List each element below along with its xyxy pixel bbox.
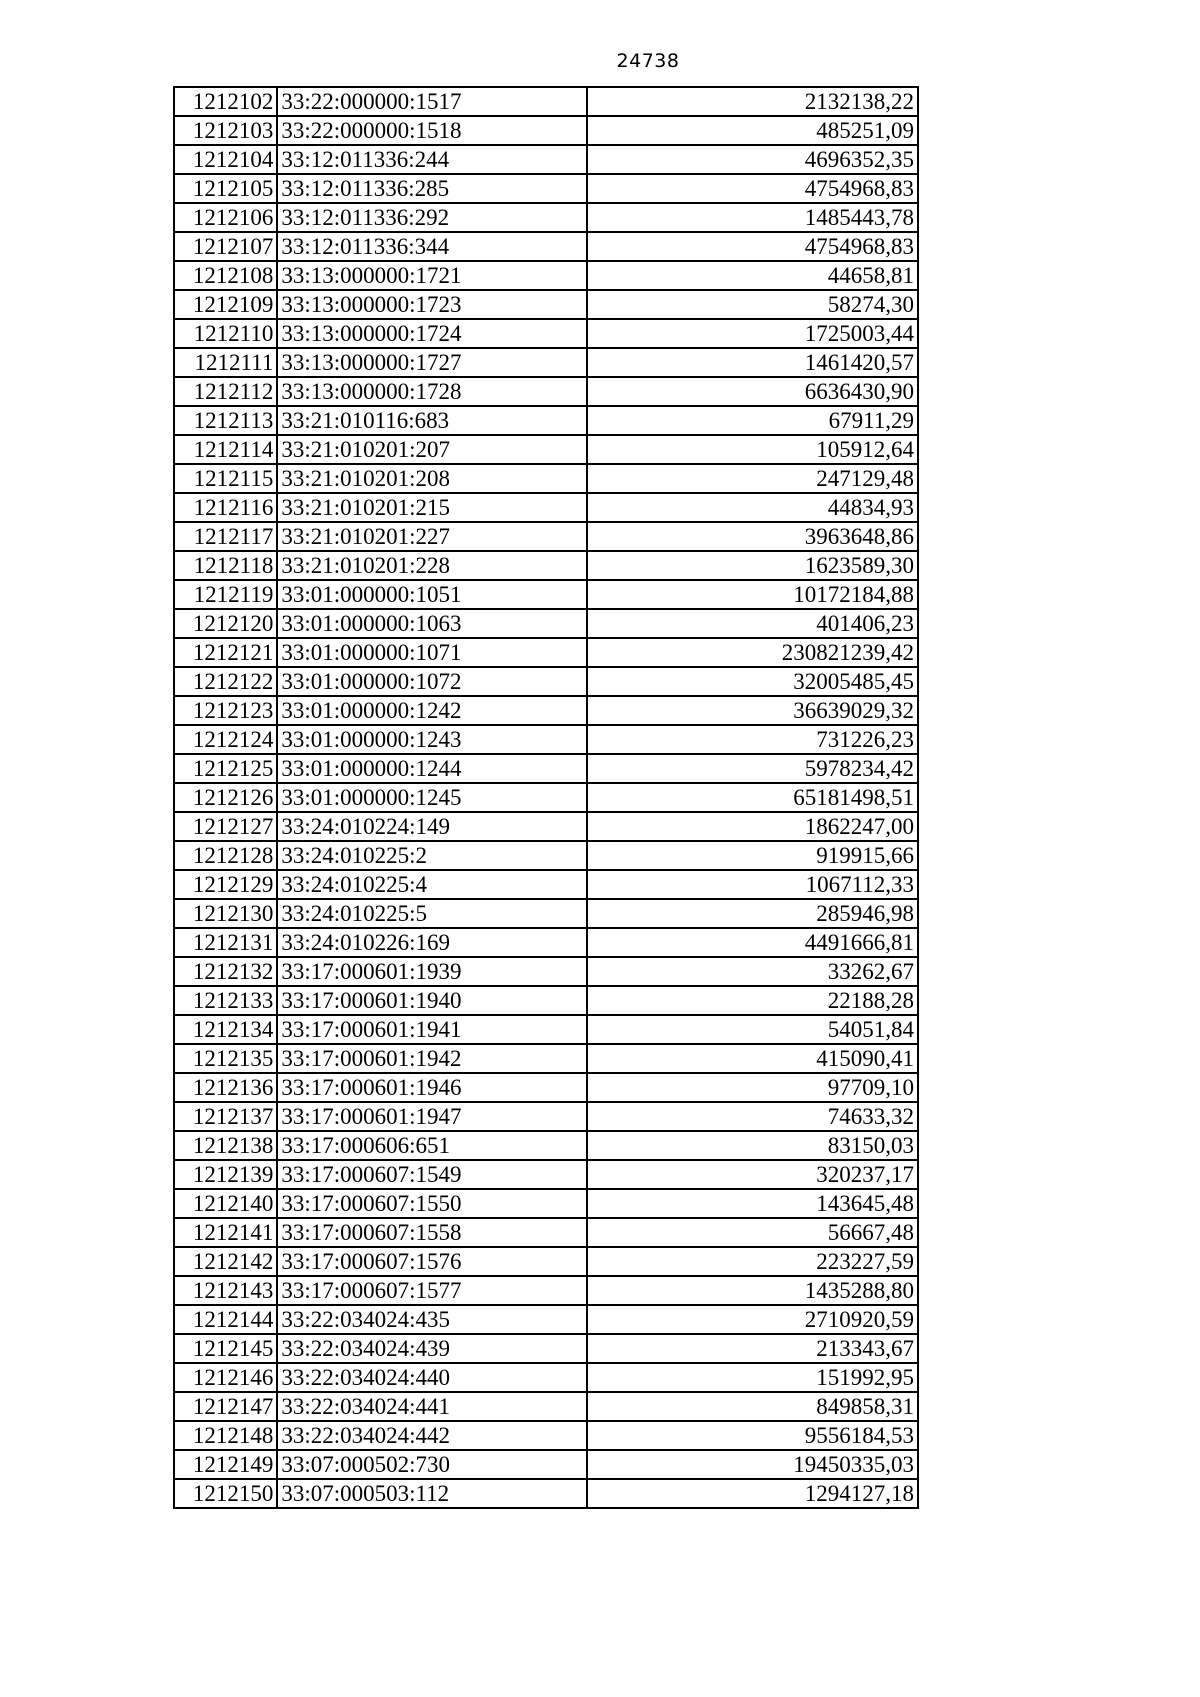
table-row (174, 609, 918, 638)
table-row (174, 1247, 918, 1276)
cadastral-value-cell: 54051,84 (587, 1015, 918, 1044)
cadastral-value-cell: 44658,81 (587, 261, 918, 290)
cadastral-number-cell: 33:12:011336:285 (277, 174, 587, 203)
cadastral-number-cell: 33:01:000000:1063 (277, 609, 587, 638)
cadastral-number-cell: 33:17:000607:1576 (277, 1247, 587, 1276)
table-row (174, 493, 918, 522)
cadastral-number-cell: 33:01:000000:1243 (277, 725, 587, 754)
cadastral-number-cell: 33:17:000607:1550 (277, 1189, 587, 1218)
cadastral-number-cell: 33:17:000606:651 (277, 1131, 587, 1160)
row-id-cell: 1212119 (174, 580, 277, 609)
cadastral-number-cell: 33:13:000000:1728 (277, 377, 587, 406)
cadastral-number-cell: 33:17:000601:1942 (277, 1044, 587, 1073)
table-row (174, 928, 918, 957)
cadastral-number-cell: 33:12:011336:244 (277, 145, 587, 174)
table-row (174, 1073, 918, 1102)
table-row (174, 899, 918, 928)
cadastral-value-cell: 5978234,42 (587, 754, 918, 783)
cadastral-number-cell: 33:21:010201:228 (277, 551, 587, 580)
cadastral-number-cell: 33:22:000000:1518 (277, 116, 587, 145)
row-id-cell: 1212112 (174, 377, 277, 406)
row-id-cell: 1212132 (174, 957, 277, 986)
cadastral-value-cell: 485251,09 (587, 116, 918, 145)
cadastral-number-cell: 33:24:010226:169 (277, 928, 587, 957)
row-id-cell: 1212140 (174, 1189, 277, 1218)
row-id-cell: 1212121 (174, 638, 277, 667)
table-row (174, 145, 918, 174)
row-id-cell: 1212144 (174, 1305, 277, 1334)
row-id-cell: 1212142 (174, 1247, 277, 1276)
table-row (174, 232, 918, 261)
cadastral-value-cell: 1725003,44 (587, 319, 918, 348)
cadastral-number-cell: 33:12:011336:344 (277, 232, 587, 261)
table-row (174, 261, 918, 290)
row-id-cell: 1212145 (174, 1334, 277, 1363)
cadastral-value-cell: 4754968,83 (587, 232, 918, 261)
cadastral-value-cell: 58274,30 (587, 290, 918, 319)
row-id-cell: 1212139 (174, 1160, 277, 1189)
table-row (174, 1421, 918, 1450)
cadastral-value-cell: 56667,48 (587, 1218, 918, 1247)
cadastral-number-cell: 33:17:000601:1946 (277, 1073, 587, 1102)
row-id-cell: 1212129 (174, 870, 277, 899)
cadastral-value-cell: 22188,28 (587, 986, 918, 1015)
row-id-cell: 1212146 (174, 1363, 277, 1392)
cadastral-number-cell: 33:24:010225:2 (277, 841, 587, 870)
table-row (174, 580, 918, 609)
table-row (174, 754, 918, 783)
cadastral-value-cell: 731226,23 (587, 725, 918, 754)
cadastral-number-cell: 33:01:000000:1242 (277, 696, 587, 725)
cadastral-number-cell: 33:07:000503:112 (277, 1479, 587, 1508)
row-id-cell: 1212128 (174, 841, 277, 870)
cadastral-number-cell: 33:01:000000:1245 (277, 783, 587, 812)
table-row (174, 1363, 918, 1392)
row-id-cell: 1212147 (174, 1392, 277, 1421)
table-row (174, 1044, 918, 1073)
table-row (174, 1160, 918, 1189)
table-row (174, 667, 918, 696)
row-id-cell: 1212105 (174, 174, 277, 203)
table-row (174, 87, 918, 116)
cadastral-value-cell: 3963648,86 (587, 522, 918, 551)
row-id-cell: 1212110 (174, 319, 277, 348)
cadastral-value-cell: 97709,10 (587, 1073, 918, 1102)
row-id-cell: 1212107 (174, 232, 277, 261)
row-id-cell: 1212117 (174, 522, 277, 551)
cadastral-value-cell: 849858,31 (587, 1392, 918, 1421)
cadastral-value-cell: 1461420,57 (587, 348, 918, 377)
cadastral-number-cell: 33:22:034024:439 (277, 1334, 587, 1363)
cadastral-number-cell: 33:21:010201:227 (277, 522, 587, 551)
table-row (174, 986, 918, 1015)
table-row (174, 435, 918, 464)
cadastral-value-cell: 320237,17 (587, 1160, 918, 1189)
row-id-cell: 1212102 (174, 87, 277, 116)
row-id-cell: 1212130 (174, 899, 277, 928)
cadastral-number-cell: 33:17:000601:1947 (277, 1102, 587, 1131)
cadastral-value-cell: 415090,41 (587, 1044, 918, 1073)
table-row (174, 1479, 918, 1508)
row-id-cell: 1212113 (174, 406, 277, 435)
table-row (174, 551, 918, 580)
cadastral-value-cell: 401406,23 (587, 609, 918, 638)
cadastral-value-cell: 1623589,30 (587, 551, 918, 580)
cadastral-number-cell: 33:13:000000:1724 (277, 319, 587, 348)
cadastral-number-cell: 33:01:000000:1072 (277, 667, 587, 696)
cadastral-value-cell: 1862247,00 (587, 812, 918, 841)
cadastral-value-cell: 2710920,59 (587, 1305, 918, 1334)
table-row (174, 1015, 918, 1044)
table-row (174, 725, 918, 754)
cadastral-value-cell: 143645,48 (587, 1189, 918, 1218)
cadastral-value-cell: 230821239,42 (587, 638, 918, 667)
row-id-cell: 1212134 (174, 1015, 277, 1044)
cadastral-value-cell: 1067112,33 (587, 870, 918, 899)
row-id-cell: 1212106 (174, 203, 277, 232)
row-id-cell: 1212115 (174, 464, 277, 493)
cadastral-value-cell: 10172184,88 (587, 580, 918, 609)
row-id-cell: 1212104 (174, 145, 277, 174)
row-id-cell: 1212141 (174, 1218, 277, 1247)
cadastral-value-cell: 33262,67 (587, 957, 918, 986)
table-row (174, 406, 918, 435)
table-row (174, 870, 918, 899)
table-row (174, 1189, 918, 1218)
cadastral-number-cell: 33:22:034024:440 (277, 1363, 587, 1392)
row-id-cell: 1212120 (174, 609, 277, 638)
cadastral-number-cell: 33:17:000607:1549 (277, 1160, 587, 1189)
cadastral-number-cell: 33:21:010201:215 (277, 493, 587, 522)
row-id-cell: 1212133 (174, 986, 277, 1015)
table-row (174, 203, 918, 232)
cadastral-value-cell: 44834,93 (587, 493, 918, 522)
table-row (174, 522, 918, 551)
cadastral-number-cell: 33:07:000502:730 (277, 1450, 587, 1479)
cadastral-number-cell: 33:01:000000:1244 (277, 754, 587, 783)
table-row (174, 464, 918, 493)
cadastral-value-cell: 4491666,81 (587, 928, 918, 957)
row-id-cell: 1212148 (174, 1421, 277, 1450)
cadastral-value-cell: 4696352,35 (587, 145, 918, 174)
row-id-cell: 1212114 (174, 435, 277, 464)
cadastral-number-cell: 33:17:000607:1558 (277, 1218, 587, 1247)
cadastral-number-cell: 33:01:000000:1051 (277, 580, 587, 609)
row-id-cell: 1212118 (174, 551, 277, 580)
table-row (174, 174, 918, 203)
cadastral-number-cell: 33:13:000000:1723 (277, 290, 587, 319)
row-id-cell: 1212125 (174, 754, 277, 783)
row-id-cell: 1212126 (174, 783, 277, 812)
cadastral-number-cell: 33:21:010201:207 (277, 435, 587, 464)
table-row (174, 1276, 918, 1305)
table-row (174, 1334, 918, 1363)
row-id-cell: 1212103 (174, 116, 277, 145)
cadastral-number-cell: 33:13:000000:1727 (277, 348, 587, 377)
cadastral-value-cell: 67911,29 (587, 406, 918, 435)
table-row (174, 1131, 918, 1160)
cadastral-number-cell: 33:24:010224:149 (277, 812, 587, 841)
table-row (174, 290, 918, 319)
cadastral-number-cell: 33:17:000601:1939 (277, 957, 587, 986)
row-id-cell: 1212136 (174, 1073, 277, 1102)
cadastral-value-cell: 1294127,18 (587, 1479, 918, 1508)
cadastral-value-cell: 74633,32 (587, 1102, 918, 1131)
row-id-cell: 1212150 (174, 1479, 277, 1508)
table-row (174, 696, 918, 725)
row-id-cell: 1212149 (174, 1450, 277, 1479)
cadastral-value-cell: 6636430,90 (587, 377, 918, 406)
cadastral-number-cell: 33:12:011336:292 (277, 203, 587, 232)
row-id-cell: 1212123 (174, 696, 277, 725)
row-id-cell: 1212108 (174, 261, 277, 290)
table-row (174, 783, 918, 812)
cadastral-value-cell: 247129,48 (587, 464, 918, 493)
row-id-cell: 1212109 (174, 290, 277, 319)
table-row (174, 1450, 918, 1479)
cadastral-number-cell: 33:22:034024:435 (277, 1305, 587, 1334)
cadastral-value-cell: 919915,66 (587, 841, 918, 870)
row-id-cell: 1212138 (174, 1131, 277, 1160)
table-body (174, 87, 918, 1508)
table-row (174, 1305, 918, 1334)
table-row (174, 377, 918, 406)
cadastral-value-cell: 105912,64 (587, 435, 918, 464)
table-row (174, 1392, 918, 1421)
cadastral-value-cell: 1435288,80 (587, 1276, 918, 1305)
table-row (174, 116, 918, 145)
cadastral-value-cell: 213343,67 (587, 1334, 918, 1363)
row-id-cell: 1212143 (174, 1276, 277, 1305)
cadastral-value-cell: 83150,03 (587, 1131, 918, 1160)
table-row (174, 812, 918, 841)
row-id-cell: 1212127 (174, 812, 277, 841)
cadastral-number-cell: 33:24:010225:4 (277, 870, 587, 899)
cadastral-number-cell: 33:21:010116:683 (277, 406, 587, 435)
row-id-cell: 1212124 (174, 725, 277, 754)
table-row (174, 638, 918, 667)
cadastral-value-cell: 4754968,83 (587, 174, 918, 203)
cadastral-number-cell: 33:24:010225:5 (277, 899, 587, 928)
row-id-cell: 1212111 (174, 348, 277, 377)
cadastral-value-cell: 2132138,22 (587, 87, 918, 116)
table-row (174, 319, 918, 348)
cadastral-value-cell: 1485443,78 (587, 203, 918, 232)
table-row (174, 1218, 918, 1247)
row-id-cell: 1212122 (174, 667, 277, 696)
cadastral-value-cell: 32005485,45 (587, 667, 918, 696)
table-row (174, 348, 918, 377)
cadastral-number-cell: 33:17:000601:1940 (277, 986, 587, 1015)
cadastral-number-cell: 33:17:000601:1941 (277, 1015, 587, 1044)
table-row (174, 841, 918, 870)
row-id-cell: 1212135 (174, 1044, 277, 1073)
row-id-cell: 1212137 (174, 1102, 277, 1131)
cadastral-value-table (173, 86, 919, 1509)
cadastral-number-cell: 33:01:000000:1071 (277, 638, 587, 667)
cadastral-number-cell: 33:17:000607:1577 (277, 1276, 587, 1305)
cadastral-value-cell: 9556184,53 (587, 1421, 918, 1450)
cadastral-value-cell: 19450335,03 (587, 1450, 918, 1479)
cadastral-value-cell: 65181498,51 (587, 783, 918, 812)
cadastral-value-cell: 285946,98 (587, 899, 918, 928)
cadastral-number-cell: 33:22:034024:441 (277, 1392, 587, 1421)
page-number: 24738 (616, 50, 680, 72)
cadastral-value-cell: 36639029,32 (587, 696, 918, 725)
table-row (174, 957, 918, 986)
table-row (174, 1102, 918, 1131)
cadastral-number-cell: 33:22:000000:1517 (277, 87, 587, 116)
cadastral-number-cell: 33:13:000000:1721 (277, 261, 587, 290)
cadastral-value-cell: 223227,59 (587, 1247, 918, 1276)
row-id-cell: 1212131 (174, 928, 277, 957)
cadastral-number-cell: 33:21:010201:208 (277, 464, 587, 493)
row-id-cell: 1212116 (174, 493, 277, 522)
cadastral-number-cell: 33:22:034024:442 (277, 1421, 587, 1450)
cadastral-value-cell: 151992,95 (587, 1363, 918, 1392)
